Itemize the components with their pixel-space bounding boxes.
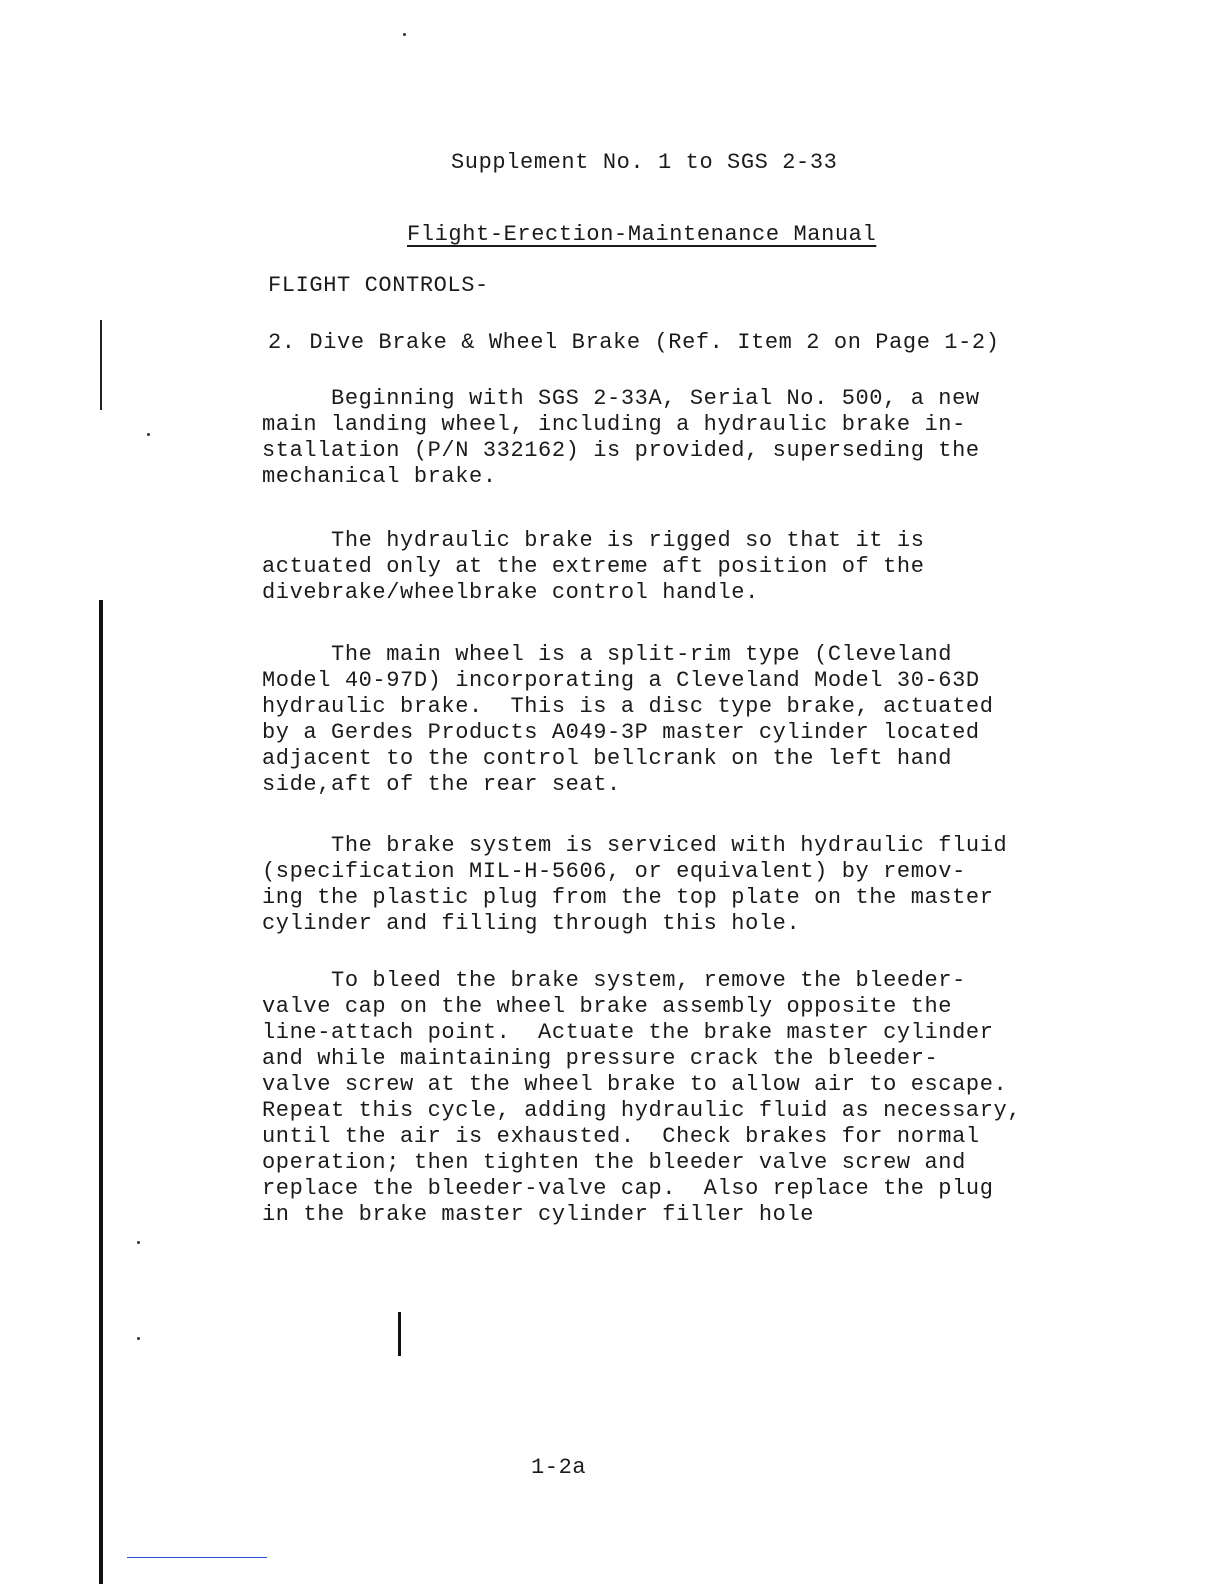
paragraph [262,642,1062,798]
paragraph-line: valve screw at the wheel brake to allow air to escape. [262,1072,1008,1097]
paragraph-line: Beginning with SGS 2-33A, Serial No. 500, a new [262,386,980,411]
paragraph [262,386,1062,490]
scan-dot [403,33,406,36]
paragraph-line: cylinder and filling through this hole. [262,911,801,936]
paragraph-line: To bleed the brake system, remove the bleeder- [262,968,966,993]
page-number: 1-2a [531,1455,587,1480]
paragraph-line: and while maintaining pressure crack the bleeder- [262,1046,939,1071]
paragraph-line: until the air is exhausted. Check brakes for normal [262,1124,980,1149]
paragraph-line: stallation (P/N 332162) is provided, superseding the [262,438,980,463]
scan-blue-line [127,1557,267,1558]
paragraph-line: replace the bleeder-valve cap. Also replace the plug [262,1176,994,1201]
pen-mark [398,1312,401,1356]
paragraph-line: line-attach point. Actuate the brake master cylinder [262,1020,994,1045]
paragraph-line: divebrake/wheelbrake control handle. [262,580,759,605]
paragraph-line: side,aft of the rear seat. [262,772,621,797]
paragraph-line: The hydraulic brake is rigged so that it is [262,528,925,553]
paragraph-line: operation; then tighten the bleeder valve screw and [262,1150,966,1175]
paragraph-line: actuated only at the extreme aft position of the [262,554,925,579]
paragraph-line: The main wheel is a split-rim type (Cleveland [262,642,953,667]
scan-dot [147,433,150,436]
paragraph-line: main landing wheel, including a hydraulic brake in- [262,412,966,437]
manual-title: Flight-Erection-Maintenance Manual [407,222,877,247]
paragraph-line: ing the plastic plug from the top plate on the master [262,885,994,910]
item-heading: 2. Dive Brake & Wheel Brake (Ref. Item 2 on Page 1-2) [268,330,1000,355]
scan-dot [137,1241,140,1244]
paragraph-line: The brake system is serviced with hydraulic fluid [262,833,1008,858]
paragraph-line: hydraulic brake. This is a disc type brake, actuated [262,694,994,719]
paragraph [262,968,1062,1228]
paragraph-line: in the brake master cylinder filler hole [262,1202,815,1227]
supplement-heading: Supplement No. 1 to SGS 2-33 [451,150,838,175]
paragraph-line: Model 40-97D) incorporating a Cleveland Model 30-63D [262,668,980,693]
paragraph-line: adjacent to the control bellcrank on the left hand [262,746,953,771]
paragraph-line: Repeat this cycle, adding hydraulic fluid as necessary, [262,1098,1022,1123]
paragraph [262,528,1062,606]
scan-dot [137,1337,140,1340]
scan-margin-line [99,600,103,1584]
paragraph-line: valve cap on the wheel brake assembly opposite the [262,994,953,1019]
scan-margin-mark-top [100,320,102,410]
paragraph-line: mechanical brake. [262,464,497,489]
paragraph [262,833,1062,937]
paragraph-line: by a Gerdes Products A049-3P master cylinder located [262,720,980,745]
paragraph-line: (specification MIL-H-5606, or equivalent) by remov- [262,859,966,884]
section-title: FLIGHT CONTROLS- [268,273,489,298]
